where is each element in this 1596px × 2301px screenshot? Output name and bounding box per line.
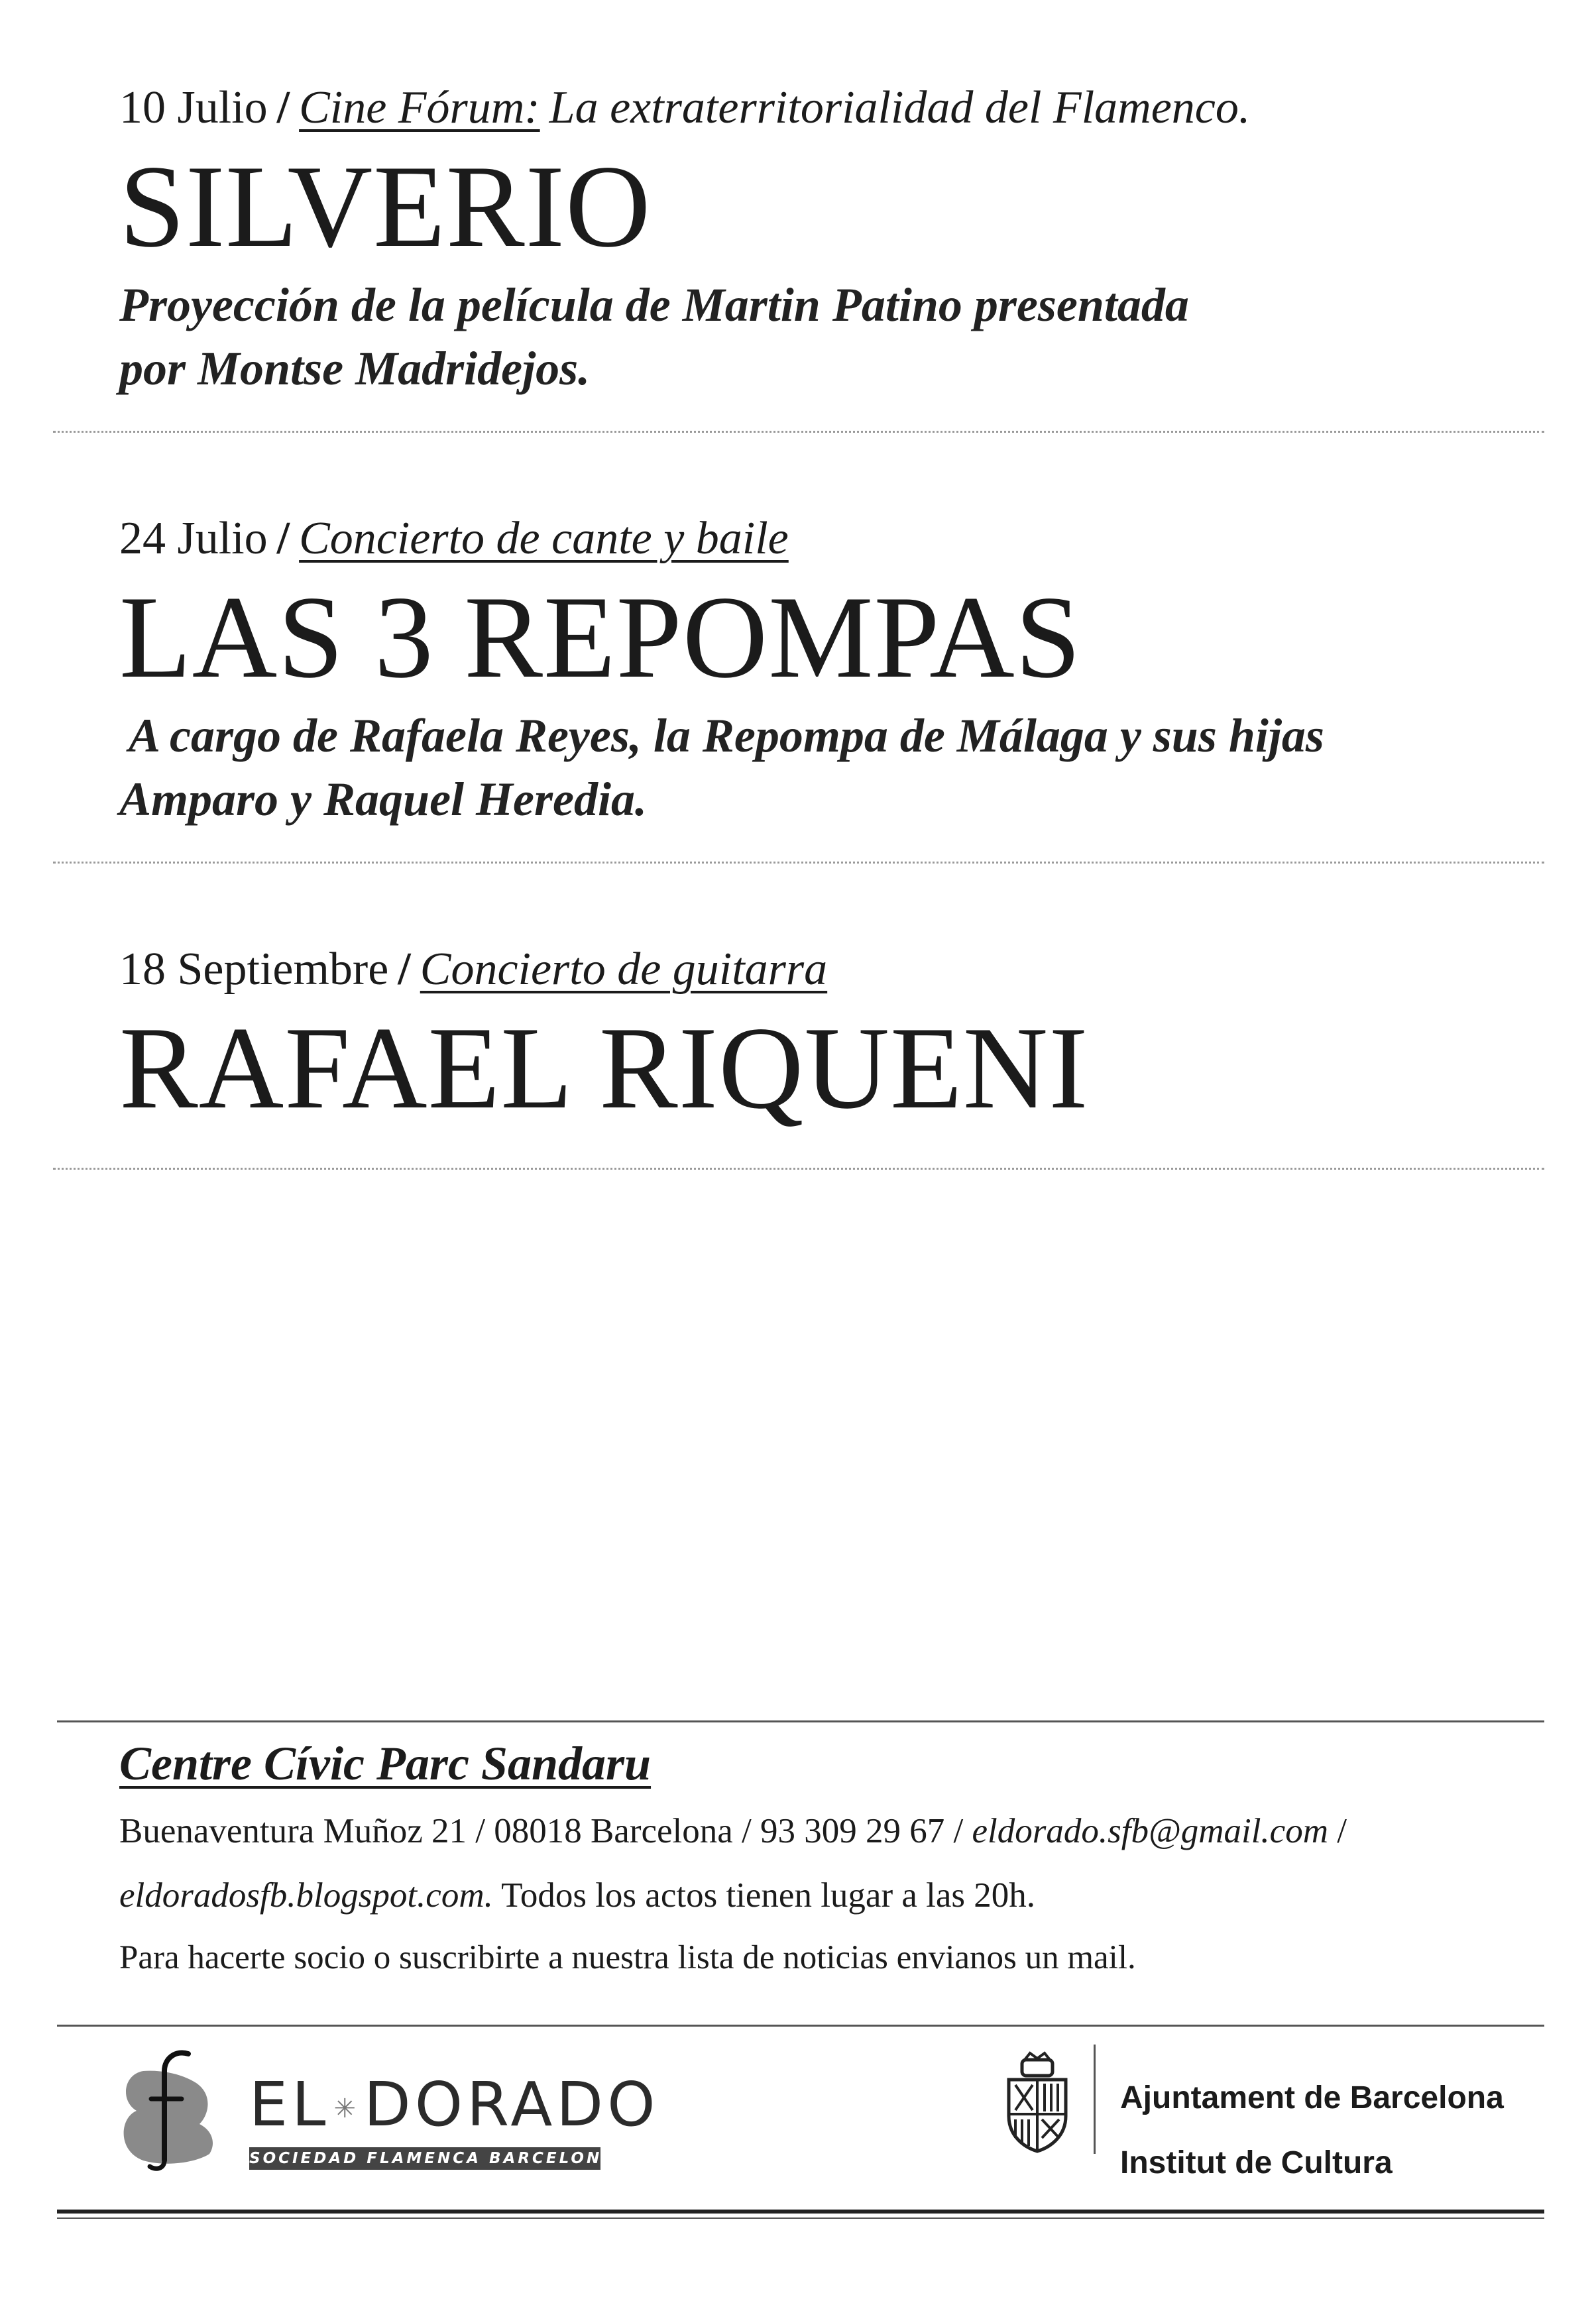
bottom-rule-thick xyxy=(57,2210,1544,2214)
event-title: LAS 3 REPOMPAS xyxy=(119,571,1082,702)
guitar-f-logo-icon xyxy=(117,2045,223,2170)
event-silverio xyxy=(119,82,1485,400)
event-date: 18 Septiembre xyxy=(119,944,389,995)
event-riqueni xyxy=(119,944,1485,1133)
event-description-line: A cargo de Rafaela Reyes, la Repompa de Málaga y sus hijas xyxy=(129,709,1324,762)
event-header xyxy=(119,513,1485,564)
council-institute: Institut de Cultura xyxy=(1120,2145,1393,2180)
dotted-divider xyxy=(53,1168,1544,1170)
event-header xyxy=(119,82,1485,133)
footer-top-rule xyxy=(57,2025,1544,2027)
venue-address xyxy=(119,1811,1347,1851)
membership-note: Para hacerte socio o suscribirte a nuestra lista de noticias envianos un mail. xyxy=(119,1939,1136,1976)
brand-tagline: SOCIEDAD FLAMENCA BARCELONESA xyxy=(249,2147,600,2170)
brand-name xyxy=(249,2069,659,2140)
venue-top-rule xyxy=(57,1720,1544,1722)
council-name: Ajuntament de Barcelona xyxy=(1120,2080,1504,2115)
event-description-line: por Montse Madridejos. xyxy=(119,342,591,395)
event-separator: / xyxy=(276,82,290,133)
blog-link[interactable]: eldoradosfb.blogspot.com. xyxy=(119,1876,493,1915)
brand-name-right: DORADO xyxy=(363,2069,659,2140)
event-date: 24 Julio xyxy=(119,513,268,564)
brand-name-left: EL xyxy=(249,2069,330,2140)
barcelona-crest-icon xyxy=(1001,2053,1074,2153)
bottom-rule-thin xyxy=(57,2217,1544,2219)
event-title: SILVERIO xyxy=(119,140,652,272)
event-separator: / xyxy=(276,513,290,564)
venue-schedule xyxy=(119,1876,1035,1915)
event-date: 10 Julio xyxy=(119,82,268,133)
event-separator: / xyxy=(398,944,411,995)
email-link[interactable]: eldorado.sfb@gmail.com xyxy=(972,1812,1328,1850)
event-description-line: Amparo y Raquel Heredia. xyxy=(119,773,647,826)
event-description-line: Proyección de la película de Martin Patino presentada xyxy=(119,278,1189,331)
schedule-text: Todos los actos tienen lugar a las 20h. xyxy=(492,1876,1035,1915)
event-kind: Concierto de guitarra xyxy=(420,944,828,995)
event-description xyxy=(119,273,1485,400)
email-separator: / xyxy=(1328,1812,1347,1850)
council-divider xyxy=(1094,2045,1096,2154)
event-description xyxy=(119,704,1485,831)
dotted-divider xyxy=(53,431,1544,433)
event-kind: Cine Fórum: xyxy=(299,82,540,133)
event-kind: Concierto de cante y baile xyxy=(299,513,789,564)
dotted-divider xyxy=(53,862,1544,864)
event-title: RAFAEL RIQUENI xyxy=(119,1002,1089,1133)
venue-name: Centre Cívic Parc Sandaru xyxy=(119,1737,652,1790)
star-icon: ✳ xyxy=(333,2093,360,2124)
event-repompas xyxy=(119,513,1485,831)
event-subtitle: La extraterritorialidad del Flamenco. xyxy=(549,82,1251,133)
address-text: Buenaventura Muñoz 21 / 08018 Barcelona / 93 309 29 67 / xyxy=(119,1812,972,1850)
event-header xyxy=(119,946,1485,993)
